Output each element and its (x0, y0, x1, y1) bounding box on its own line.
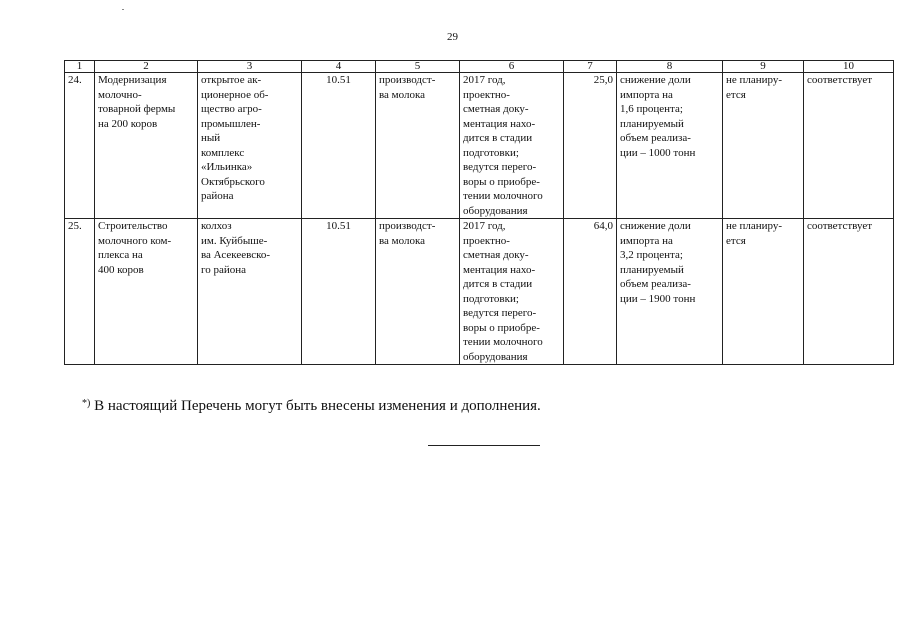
product-cell: производст- ва молока (376, 219, 460, 365)
project-name-cell: Строительство молочного ком- плекса на 400 коров (95, 219, 198, 365)
footnote-mark: *) (82, 398, 91, 409)
column-number: 3 (198, 61, 302, 73)
column-number: 2 (95, 61, 198, 73)
table-row (65, 73, 894, 219)
project-name-cell: Модернизация молочно- товарной фермы на 200 коров (95, 73, 198, 219)
plan-cell: не планиру- ется (723, 219, 804, 365)
footnote (82, 398, 541, 415)
column-number: 6 (460, 61, 564, 73)
compliance-cell: соответствует (804, 73, 894, 219)
column-number: 10 (804, 61, 894, 73)
column-number: 4 (302, 61, 376, 73)
investment-projects-table (64, 60, 894, 365)
footnote-text: В настоящий Перечень могут быть внесены изменения и дополнения. (94, 398, 541, 414)
column-number: 5 (376, 61, 460, 73)
end-divider (428, 445, 540, 446)
status-cell: 2017 год, проектно- сметная доку- ментация нахо- дится в стадии подготовки; ведутся перего- воры о приобре- тении молочного оборудования (460, 219, 564, 365)
table-row (65, 219, 894, 365)
column-number: 7 (564, 61, 617, 73)
column-number: 9 (723, 61, 804, 73)
organization-cell: колхоз им. Куйбыше- ва Асекеевско- го района (198, 219, 302, 365)
code-cell: 10.51 (302, 73, 376, 219)
row-number: 25. (65, 219, 95, 365)
page-number: 29 (447, 31, 458, 43)
row-number: 24. (65, 73, 95, 219)
value-cell: 64,0 (564, 219, 617, 365)
plan-cell: не планиру- ется (723, 73, 804, 219)
status-cell: 2017 год, проектно- сметная доку- ментация нахо- дится в стадии подготовки; ведутся перего- воры о приобре- тении молочного оборудования (460, 73, 564, 219)
column-number: 1 (65, 61, 95, 73)
column-number-row (65, 61, 894, 73)
column-number: 8 (617, 61, 723, 73)
effect-cell: снижение доли импорта на 1,6 процента; планируемый объем реализа- ции – 1000 тонн (617, 73, 723, 219)
compliance-cell: соответствует (804, 219, 894, 365)
value-cell: 25,0 (564, 73, 617, 219)
organization-cell: открытое ак- ционерное об- щество агро- промышлен- ный комплекс «Ильинка» Октябрьского района (198, 73, 302, 219)
effect-cell: снижение доли импорта на 3,2 процента; планируемый объем реализа- ции – 1900 тонн (617, 219, 723, 365)
code-cell: 10.51 (302, 219, 376, 365)
scan-artifact (122, 9, 124, 10)
product-cell: производст- ва молока (376, 73, 460, 219)
